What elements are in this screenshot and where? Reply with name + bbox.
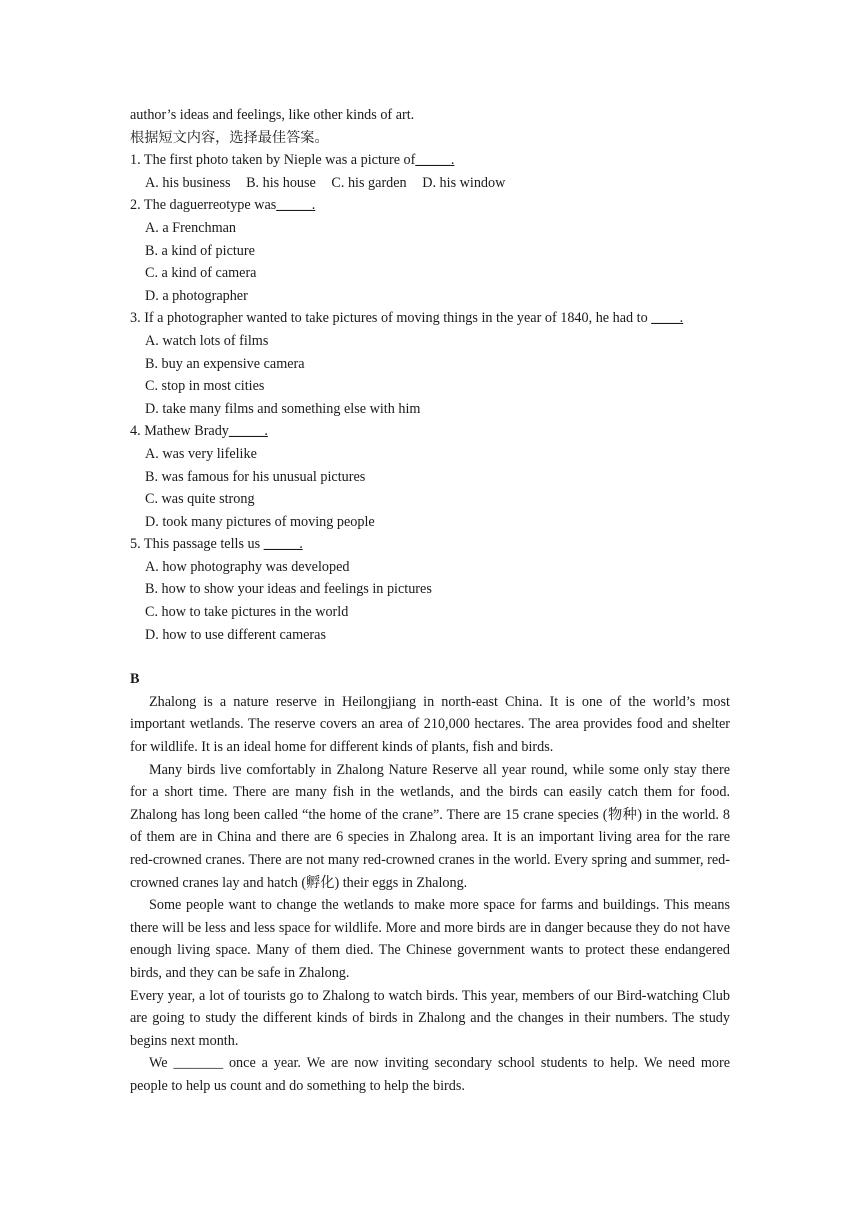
question-4 [130, 420, 730, 443]
section-heading: B [130, 671, 140, 688]
answer-blank: _____. [228, 423, 268, 440]
option-d: D. how to use different cameras [145, 626, 326, 643]
question-3 [130, 307, 730, 330]
answer-blank: ____. [651, 310, 684, 327]
answer-blank: _____. [415, 152, 455, 169]
option-c: C. how to take pictures in the world [145, 604, 349, 621]
option-a: A. watch lots of films [145, 332, 269, 349]
option-c: C. stop in most cities [145, 378, 265, 395]
answer-blank: _____. [263, 536, 303, 553]
passage-ending: author’s ideas and feelings, like other kinds of art. [130, 107, 415, 123]
option-d: D. a photographer [145, 287, 248, 304]
question-2 [130, 194, 730, 217]
question-1 [130, 149, 730, 172]
question-stem: 1. The first photo taken by Nieple was a picture of [130, 152, 416, 169]
answer-blank: _____. [276, 197, 316, 214]
question-stem: 5. This passage tells us [130, 536, 264, 553]
option-a: A. his business [145, 174, 231, 191]
option-b: B. buy an expensive camera [145, 355, 305, 372]
option-a: A. a Frenchman [145, 219, 237, 236]
paragraph-4: Every year, a lot of tourists go to Zhalong to watch birds. This year, members of our Bird-watching Club are going to study the different kinds of birds in Zhalong and the changes in their numbers. The study begins next month. [130, 987, 730, 1049]
option-b: B. was famous for his unusual pictures [145, 468, 366, 485]
option-c: C. his garden [331, 174, 407, 191]
question-stem: 3. If a photographer wanted to take pictures of moving things in the year of 1840, he had to [130, 310, 652, 327]
option-d: D. his window [422, 174, 506, 191]
paragraph-3: Some people want to change the wetlands to make more space for farms and buildings. This means there will be less and less space for wildlife. More and more birds are in danger because they do not have enough living space. Many of them died. The Chinese government wants to protect these endangered birds, and they can be safe in Zhalong. [130, 897, 730, 981]
paragraph-1: Zhalong is a nature reserve in Heilongjiang in north-east China. It is one of the world’s most important wetlands. The reserve covers an area of 210,000 hectares. The area provides food and shelter for wildlife. It is an ideal home for different kinds of plants, fish and birds. [130, 693, 730, 756]
option-c: C. a kind of camera [145, 265, 257, 282]
paragraph-2: Many birds live comfortably in Zhalong Nature Reserve all year round, while some only stay there for a short time. There are many fish in the wetlands, and the birds can easily catch them for food. Zhalong has long been called “the home of the crane”. There are 15 crane species (物种) in the world. 8 of them are in China and there are 6 species in Zhalong area. It is an important living area for the rare red-crowned cranes. There are not many red-crowned cranes in the world. Every spring and summer, red-crowned cranes lay and hatch (孵化) their eggs in Zhalong. [130, 761, 730, 891]
instruction: 根据短文内容，选择最佳答案。 [130, 129, 329, 146]
option-b: B. his house [246, 174, 316, 191]
question-1-options [130, 172, 730, 195]
section-gap [130, 646, 730, 668]
question-stem: 2. The daguerreotype was [130, 197, 277, 214]
option-a: A. how photography was developed [145, 558, 350, 575]
question-5 [130, 533, 730, 556]
question-stem: 4. Mathew Brady [130, 423, 229, 440]
option-c: C. was quite strong [145, 491, 255, 508]
option-d: D. take many films and something else with him [145, 400, 421, 417]
option-b: B. how to show your ideas and feelings in pictures [145, 581, 432, 598]
option-d: D. took many pictures of moving people [145, 513, 375, 530]
option-a: A. was very lifelike [145, 445, 257, 462]
paragraph-5: We _______ once a year. We are now inviting secondary school students to help. We need more people to help us count and do something to help the birds. [130, 1055, 730, 1094]
option-b: B. a kind of picture [145, 242, 255, 259]
document-page [130, 104, 730, 1098]
